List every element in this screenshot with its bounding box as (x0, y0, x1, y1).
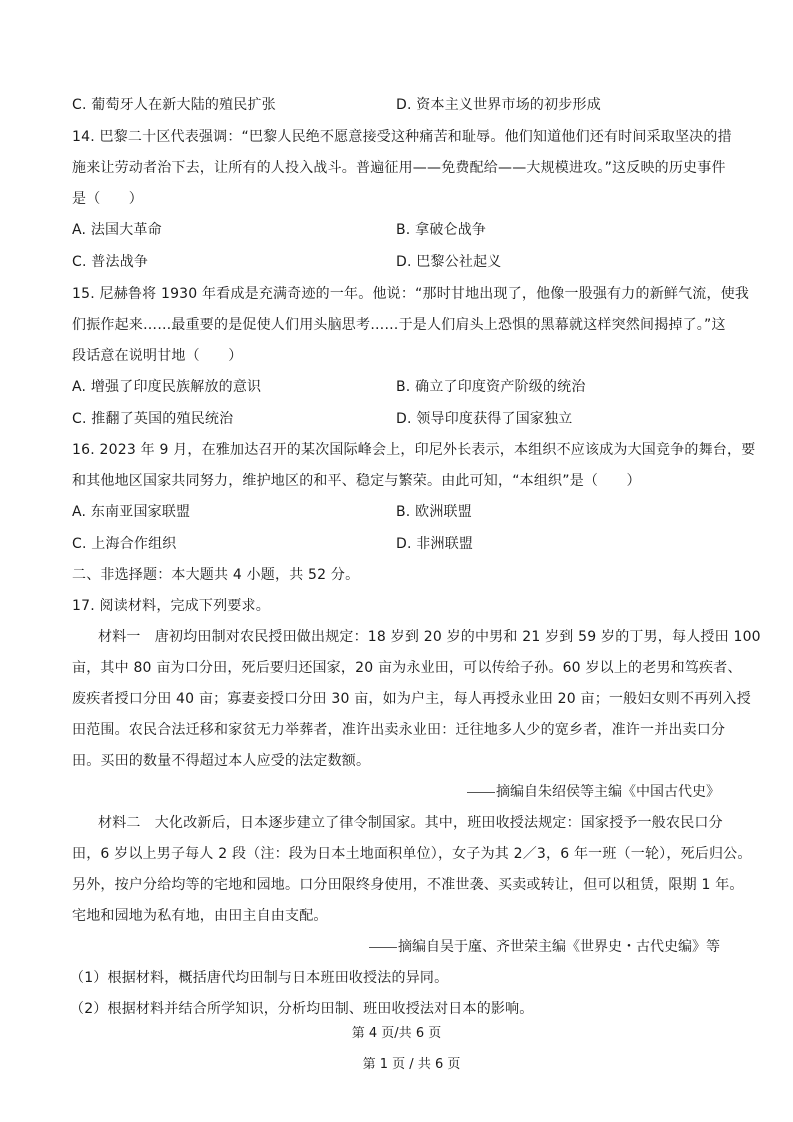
option-label: C. (72, 97, 87, 113)
q16-option-c (72, 535, 177, 553)
source-text: 摘编自朱绍侯等主编《中国古代史》 (496, 784, 720, 800)
q16-stem-line-1: 16. 2023 年 9 月，在雅加达召开的某次国际峰会上，印尼外长表示，本组织不应该成为大国竞争的舞台，要 (72, 442, 756, 458)
q15-stem-line-3: 段话意在说明甘地（ ） (72, 348, 243, 364)
q14-option-d (396, 253, 502, 271)
option-text: 上海合作组织 (91, 536, 177, 552)
em-dash-rule (369, 947, 397, 948)
option-label: A. (72, 504, 87, 520)
option-label: D. (396, 97, 412, 113)
q14-stem-line-1: 14. 巴黎二十区代表强调：“巴黎人民绝不愿意接受这种痛苦和耻辱。他们知道他们还有时间采取坚决的措 (72, 129, 732, 145)
option-text: 领导印度获得了国家独立 (416, 411, 573, 427)
material2-line-2: 田，6 岁以上男子每人 2 段（注：段为日本土地面积单位），女子为其 2／3，6 年一班（一轮），死后归公。 (72, 846, 752, 862)
material1-line-2: 亩，其中 80 亩为口分田，死后要归还国家，20 亩为永业田，可以传给子孙。60 岁以上的老男和笃疾者、 (72, 660, 742, 676)
option-text: 确立了印度资产阶级的统治 (415, 379, 586, 395)
q17-stem: 17. 阅读材料，完成下列要求。 (72, 598, 270, 614)
option-label: B. (396, 504, 411, 520)
material1-source (467, 783, 720, 801)
q16-option-a (72, 503, 190, 521)
option-label: C. (72, 411, 87, 427)
option-label: A. (72, 222, 87, 238)
material2-line-3: 另外，按户分给均等的宅地和园地。口分田限终身使用，不准世袭、买卖或转让，但可以租赁，限期 1 年。 (72, 877, 744, 893)
option-text: 欧洲联盟 (415, 504, 472, 520)
q14-stem-line-2: 施来让劳动者治下去，让所有的人投入战斗。普遍征用——免费配给——大规模进攻。”这反映的历史事件 (72, 160, 726, 176)
q14-stem-line-3: 是（ ） (72, 191, 143, 207)
option-label: C. (72, 536, 87, 552)
material1-line-5: 田。买田的数量不得超过本人应受的法定数额。 (72, 753, 371, 769)
option-text: 增强了印度民族解放的意识 (90, 379, 262, 395)
q15-stem-line-1: 15. 尼赫鲁将 1930 年看成是充满奇迹的一年。他说：“那时甘地出现了，他像一股强有力的新鲜气流，使我 (72, 286, 750, 302)
option-label: D. (396, 411, 412, 427)
option-label: D. (396, 254, 412, 270)
q15-option-c (72, 410, 233, 428)
material2-line-1: 材料二 大化改新后，日本逐步建立了律令制国家。其中，班田收授法规定：国家授予一般农民口分 (98, 815, 723, 831)
option-text: 法国大革命 (90, 222, 162, 238)
q16-option-d (396, 535, 473, 553)
q14-option-c (72, 253, 148, 271)
material2-line-4: 宅地和园地为私有地，由田主自由支配。 (72, 908, 328, 924)
q17-task-1: （1）根据材料，概括唐代均田制与日本班田收授法的异同。 (70, 970, 449, 986)
option-label: B. (396, 379, 411, 395)
material1-line-3: 废疾者授口分田 40 亩；寡妻妾授口分田 30 亩，如为户主，每人再授永业田 20 亩；一般妇女则不再列入授 (72, 691, 751, 707)
option-text: 推翻了英国的殖民统治 (91, 411, 234, 427)
q15-option-b (396, 378, 586, 396)
option-label: B. (396, 222, 411, 238)
q14-option-b (396, 221, 486, 239)
q15-stem-line-2: 们振作起来……最重要的是促使人们用头脑思考……于是人们肩头上恐惧的黑幕就这样突然间揭掉了。”这 (72, 317, 726, 333)
option-text: 资本主义世界市场的初步形成 (416, 97, 601, 113)
option-label: D. (396, 536, 412, 552)
material2-source (369, 938, 720, 956)
option-text: 拿破仑战争 (415, 222, 487, 238)
outer-page-number: 第 1 页 / 共 6 页 (362, 1057, 461, 1072)
q13-option-c (72, 96, 276, 114)
material1-line-4: 田范围。农民合法迁移和家贫无力举葬者，准许出卖永业田：迁往地多人少的宽乡者，准许一并出卖口分 (72, 722, 726, 738)
q15-option-d (396, 410, 573, 428)
q14-option-a (72, 221, 162, 239)
option-text: 东南亚国家联盟 (90, 504, 191, 520)
option-label: A. (72, 379, 87, 395)
option-label: C. (72, 254, 87, 270)
option-text: 非洲联盟 (416, 536, 474, 552)
em-dash-rule (467, 792, 495, 793)
q17-task-2: （2）根据材料并结合所学知识，分析均田制、班田收授法对日本的影响。 (70, 1001, 534, 1017)
q15-option-a (72, 378, 261, 396)
option-text: 巴黎公社起义 (416, 254, 502, 270)
inner-page-number: 第 4 页/共 6 页 (351, 1026, 442, 1041)
q13-option-d (396, 96, 601, 114)
section-heading: 二、非选择题：本大题共 4 小题，共 52 分。 (72, 567, 360, 583)
option-text: 葡萄牙人在新大陆的殖民扩张 (91, 97, 276, 113)
option-text: 普法战争 (91, 254, 149, 270)
q16-option-b (396, 503, 472, 521)
q16-stem-line-2: 和其他地区国家共同努力，维护地区的和平、稳定与繁荣。由此可知，“本组织”是（ ） (72, 473, 641, 489)
source-text: 摘编自吴于廑、齐世荣主编《世界史・古代史编》等 (398, 939, 720, 955)
material1-line-1: 材料一 唐初均田制对农民授田做出规定：18 岁到 20 岁的中男和 21 岁到 59 岁的丁男，每人授田 100 (98, 629, 761, 645)
